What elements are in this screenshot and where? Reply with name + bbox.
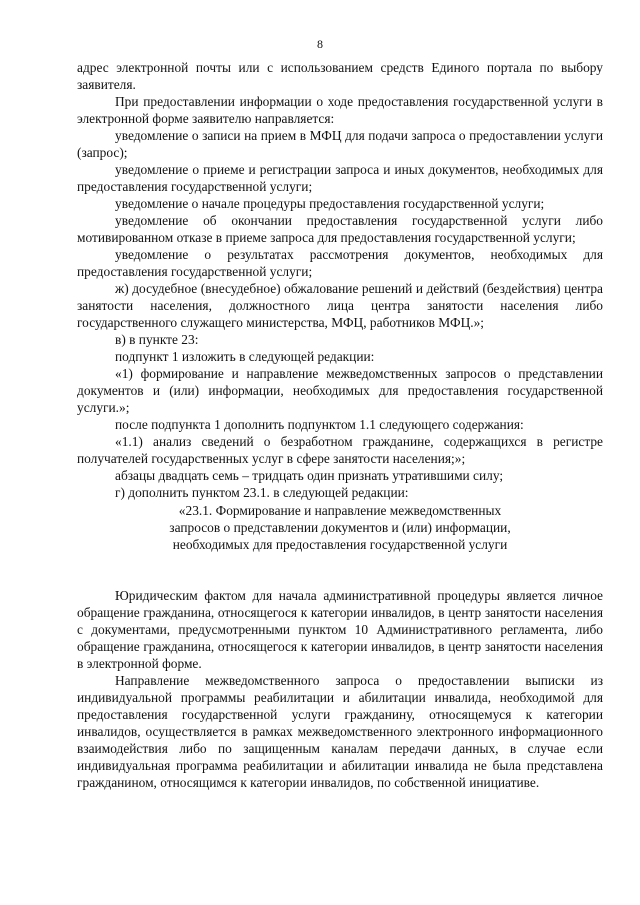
paragraph: уведомление о начале процедуры предоставления государственной услуги; <box>115 196 545 211</box>
paragraph: после подпункта 1 дополнить подпунктом 1.1 следующего содержания: <box>115 417 524 432</box>
paragraphs-bottom <box>77 587 603 791</box>
paragraph: «1) формирование и направление межведомственных запросов о представлении документов и (или) информации, необходимых для предоставления государственной услуги.»; <box>77 366 603 415</box>
paragraph: «1.1) анализ сведений о безработном гражданине, содержащихся в регистре получателей государственных услуг в сфере занятости населения;»; <box>77 434 603 466</box>
heading-spacer <box>77 553 603 587</box>
paragraph: уведомление о приеме и регистрации запроса и иных документов, необходимых для предоставления государственной услуги; <box>77 162 603 194</box>
paragraphs-top <box>77 59 603 501</box>
paragraph: абзацы двадцать семь – тридцать один признать утратившими силу; <box>115 468 504 483</box>
section-heading <box>77 502 603 553</box>
paragraph: уведомление об окончании предоставления государственной услуги либо мотивированном отказе в приеме запроса для предоставления государственной услуги; <box>77 213 603 245</box>
heading-line: запросов о представлении документов и (или) информации, <box>169 520 511 535</box>
paragraph: уведомление о результатах рассмотрения документов, необходимых для предоставления государственной услуги; <box>77 247 603 279</box>
page-number: 8 <box>317 37 323 51</box>
paragraph: Направление межведомственного запроса о предоставлении выписки из индивидуальной программы реабилитации и абилитации инвалида, необходимой для предоставления государственной услуги гражданину, относящемуся к категории инвалидов, осуществляется в рамках межведомственного электронного информационного взаимодействия либо по защищенным каналам передачи данных, в случае если индивидуальная программа реабилитации и абилитации инвалида не была представлена гражданином, относящимся к категории инвалидов, по собственной инициативе. <box>77 673 603 790</box>
document-body <box>77 59 603 791</box>
paragraph: Юридическим фактом для начала административной процедуры является личное обращение гражданина, относящегося к категории инвалидов, в центр занятости населения с документами, предусмотренными пунктом 10 Административного регламента, либо обращение гражданина, относящегося к категории инвалидов, в центр занятости населения в электронной форме. <box>77 588 603 671</box>
paragraph: г) дополнить пунктом 23.1. в следующей редакции: <box>115 485 409 500</box>
paragraph: При предоставлении информации о ходе предоставления государственной услуги в электронной форме заявителю направляется: <box>77 94 603 126</box>
paragraph: ж) досудебное (внесудебное) обжалование решений и действий (бездействия) центра занятости населения, должностного лица центра занятости населения либо государственного служащего министерства, МФЦ, работников МФЦ.»; <box>77 281 603 330</box>
heading-line: «23.1. Формирование и направление межведомственных <box>178 503 502 518</box>
paragraph: в) в пункте 23: <box>115 332 199 347</box>
heading-line: необходимых для предоставления государственной услуги <box>172 537 508 552</box>
paragraph: уведомление о записи на прием в МФЦ для подачи запроса о предоставлении услуги (запрос); <box>77 128 603 160</box>
paragraph: адрес электронной почты или с использованием средств Единого портала по выбору заявителя. <box>77 60 603 92</box>
paragraph: подпункт 1 изложить в следующей редакции: <box>115 349 375 364</box>
